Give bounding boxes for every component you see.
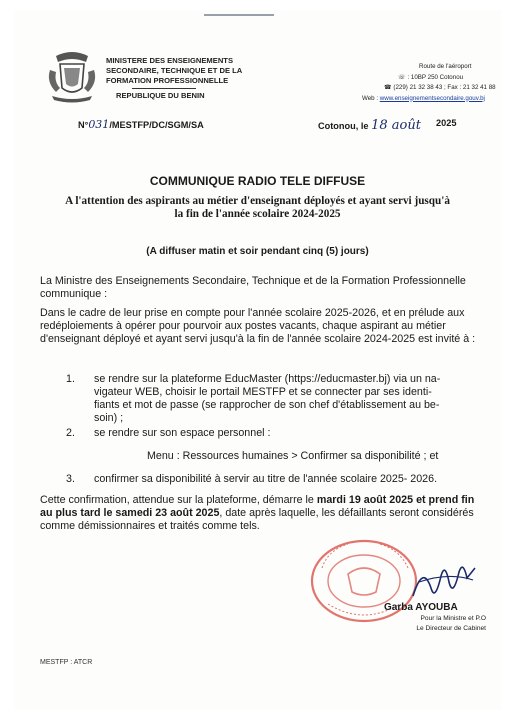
step-3-line-1: confirmer sa disponibilité à servir au titre de l'année scolaire 2025- 2026. [94, 473, 438, 485]
date-year: 2025 [436, 118, 457, 128]
republic-label: REPUBLIQUE DU BENIN [116, 91, 205, 100]
closing-end-date: et prend fin au plus tard le samedi 23 août 2025 [40, 494, 475, 519]
closing-start-date: mardi 19 août 2025 [316, 494, 414, 506]
reference-suffix: /MESTFP/DC/SGM/SA [109, 120, 204, 130]
broadcast-note: (A diffuser matin et soir pendant cinq (5) jours) [146, 246, 369, 257]
step-1-line-2: vigateur WEB, choisir le portail MESTFP et se connecter par ses identi- [94, 386, 432, 398]
website-link[interactable]: www.enseignementsecondaire.gouv.bj [379, 94, 485, 102]
address-block [362, 62, 496, 104]
address-line-1: Route de l'aéroport [419, 63, 472, 70]
menu-path: Menu : Ressources humaines > Confirmer sa disponibilité ; et [147, 450, 439, 462]
date-handwritten: 18 août [371, 118, 421, 133]
divider [132, 88, 196, 89]
step-2-number: 2. [66, 427, 75, 439]
context-paragraph: Dans le cadre de leur prise en compte pour l'année scolaire 2025-2026, et en prélude aux redéploiements à opérer pour pourvoir aux postes vacants, chaque aspirant au métier d'enseignant déployé et ayant servi jusqu'à la fin de l'année scolaire 2024-2025 est invité à : [40, 307, 476, 345]
address-line-2: ☏ : 10BP 250 Cotonou [398, 73, 464, 81]
signatory-role [394, 614, 486, 634]
step-1-line-1: se rendre sur la plateforme EducMaster (https://educmaster.bj) via un na- [94, 373, 441, 385]
communique-page [14, 10, 501, 710]
step-1-line-3: fiants et mot de passe (se rapprocher de son chef d'établissement au be- [94, 399, 440, 411]
signatory-name: Garba AYOUBA [384, 602, 458, 613]
step-1-number: 1. [66, 373, 75, 385]
handwritten-signature-icon [409, 558, 479, 602]
ministry-line-2: SECONDAIRE, TECHNIQUE ET DE LA [106, 66, 243, 75]
closing-paragraph [40, 494, 480, 533]
address-line-3: ☎ (229) 21 32 38 43 ; Fax : 21 32 41 88 [384, 84, 496, 91]
step-1 [94, 373, 484, 425]
ministry-line-3: FORMATION PROFESSIONNELLE [106, 76, 229, 85]
signatory-role-line-2: Le Directeur de Cabinet [416, 625, 486, 632]
date-place: Cotonou, le [318, 121, 369, 131]
ministry-block [106, 56, 242, 101]
closing-text-2: , date après laquelle, les défaillants seront considérés comme démissionnaires et traités comme tels. [40, 507, 474, 532]
dateline [318, 118, 458, 133]
footer-code: MESTFP : ATCR [40, 659, 93, 666]
signatory-role-line-1: Pour la Ministre et P.O [420, 615, 486, 622]
address-line-4 [362, 94, 496, 105]
closing-text-1: Cette confirmation, attendue sur la plateforme, démarre le [40, 494, 317, 506]
document-subtitle: A l'attention des aspirants au métier d'enseignant déployés et ayant servi jusqu'à la fin de l'année scolaire 2024-2025 [65, 195, 450, 220]
reference-prefix: N° [78, 120, 89, 130]
intro-paragraph: La Ministre des Enseignements Secondaire, Technique et de la Formation Professionnelle communique : [40, 275, 466, 300]
scan-mark [204, 14, 274, 16]
step-1-line-4: soin) ; [94, 412, 124, 424]
document-title: COMMUNIQUE RADIO TELE DIFFUSE [149, 174, 366, 188]
step-2-line-1: se rendre sur son espace personnel : [94, 427, 271, 439]
reference-handwritten: 031 [88, 118, 110, 131]
reference-number [78, 118, 204, 131]
coat-of-arms-icon [42, 48, 102, 104]
web-label: Web : [362, 94, 380, 102]
step-3-number: 3. [66, 473, 75, 485]
ministry-line-1: MINISTERE DES ENSEIGNEMENTS [106, 56, 234, 65]
